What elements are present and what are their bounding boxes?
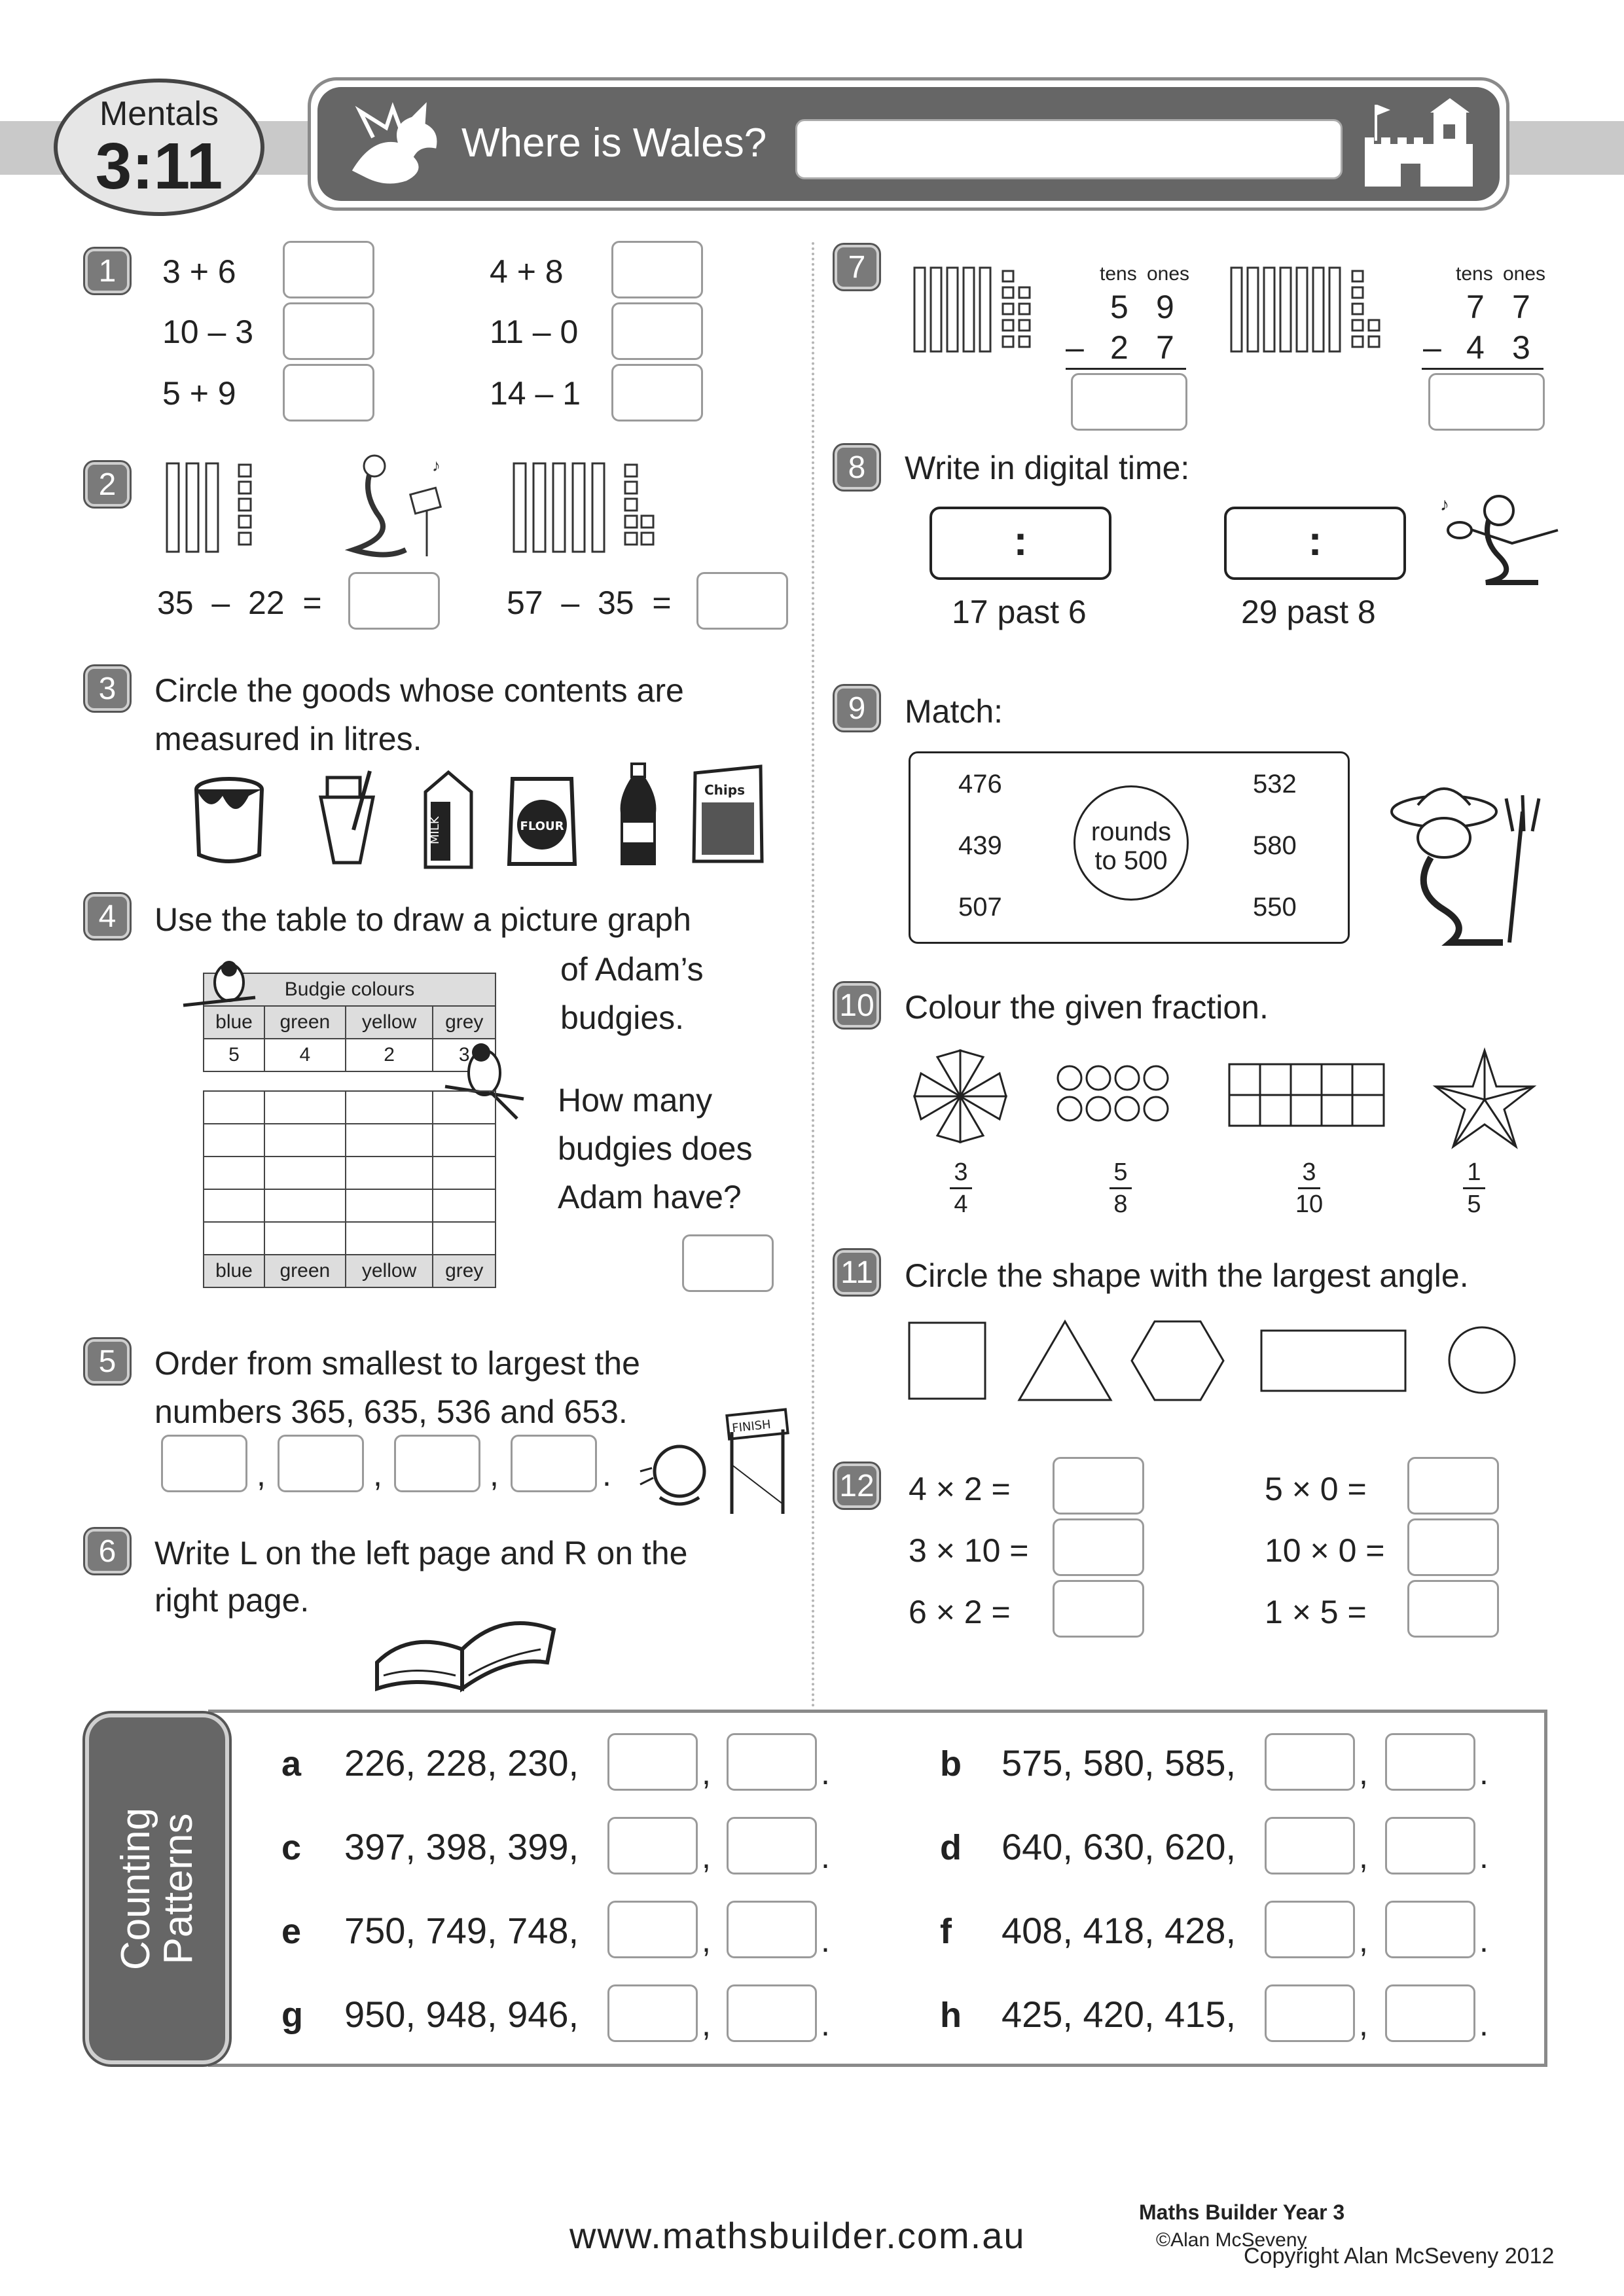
digital-clock-2[interactable] — [1224, 507, 1406, 580]
q2-answer-box-2[interactable] — [696, 572, 788, 630]
q2-answer-box-1[interactable] — [348, 572, 440, 630]
question-number-1: 1 — [85, 249, 130, 293]
q12-item-6: 1 × 5 = — [1265, 1594, 1367, 1630]
pattern-d-box-1[interactable] — [1265, 1817, 1355, 1874]
pattern-h-box-1[interactable] — [1265, 1984, 1355, 2042]
dragon-icon — [347, 98, 445, 190]
pattern-g-box-1[interactable] — [607, 1984, 698, 2042]
svg-text:Chips: Chips — [704, 782, 745, 798]
running-worm-finish-icon — [634, 1406, 791, 1517]
pattern-letter-g: g — [281, 1996, 303, 2035]
octagon-divided-shape[interactable] — [911, 1047, 1009, 1145]
square-shape[interactable] — [907, 1321, 988, 1402]
fraction-3-4: 3 4 — [935, 1160, 987, 1217]
match-left-1[interactable]: 476 — [958, 770, 1002, 798]
pattern-sequence-f: 408, 418, 428, — [1001, 1910, 1236, 1951]
pattern-e-box-2[interactable] — [727, 1901, 817, 1958]
q3-text-line-1: Circle the goods whose contents are — [154, 672, 684, 709]
q7-sum2-bottom-tens: 4 — [1466, 329, 1485, 366]
q6-text-line-2: right page. — [154, 1582, 310, 1619]
q11-text: Circle the shape with the largest angle. — [905, 1257, 1469, 1294]
pattern-b-box-1[interactable] — [1265, 1733, 1355, 1791]
q7-sum1-bottom-tens: 2 — [1110, 329, 1128, 366]
triangle-shape[interactable] — [1017, 1319, 1113, 1402]
base-ten-blocks-1-icon — [164, 458, 268, 556]
pattern-c-box-1[interactable] — [607, 1817, 698, 1874]
q1-answer-box-6[interactable] — [611, 364, 703, 422]
q7-sum2-top-tens: 7 — [1466, 289, 1485, 325]
question-number-7: 7 — [835, 245, 879, 289]
base-ten-blocks-59-icon — [911, 264, 1055, 356]
fraction-3-10: 3 10 — [1295, 1158, 1324, 1218]
q7-sum2-bottom-ones: 3 — [1512, 329, 1530, 366]
worm-trombone-icon — [1440, 484, 1571, 589]
pattern-sequence-d: 640, 630, 620, — [1001, 1826, 1236, 1867]
q12-item-2: 3 × 10 = — [909, 1532, 1029, 1569]
q2-expression-1: 35 – 22 = — [157, 584, 322, 621]
footer-book-title: Maths Builder Year 3 — [1139, 2200, 1345, 2224]
picture-graph-grid — [203, 1090, 496, 1288]
budgie-count-blue: 5 — [204, 1039, 264, 1071]
pattern-letter-h: h — [940, 1996, 962, 2035]
pattern-sequence-e: 750, 749, 748, — [344, 1910, 579, 1951]
pattern-a-box-2[interactable] — [727, 1733, 817, 1791]
q5-text-line-2: numbers 365, 635, 536 and 653. — [154, 1393, 628, 1430]
q6-text-line-1: Write L on the left page and R on the — [154, 1535, 688, 1571]
column-divider — [812, 242, 814, 1708]
rectangle-shape[interactable] — [1259, 1329, 1407, 1394]
q4-question-line-3: Adam have? — [558, 1179, 742, 1215]
pattern-sequence-h: 425, 420, 415, — [1001, 1994, 1236, 2035]
q12-item-3: 6 × 2 = — [909, 1594, 1011, 1630]
q12-item-1: 4 × 2 = — [909, 1471, 1011, 1507]
q12-answer-box-4[interactable] — [1407, 1457, 1499, 1515]
soft-drink-bottle-icon[interactable] — [615, 761, 661, 872]
pattern-f-box-2[interactable] — [1385, 1901, 1475, 1958]
q7-sum1-bottom-ones: 7 — [1156, 329, 1174, 366]
flour-bag-icon[interactable] — [503, 766, 581, 870]
rounds-label-line-1: rounds — [1091, 817, 1172, 846]
q5-answer-box-2[interactable] — [278, 1435, 364, 1492]
question-number-2: 2 — [85, 462, 130, 507]
question-number-3: 3 — [85, 666, 130, 711]
q1-item-1: 3 + 6 — [162, 253, 236, 290]
q9-text: Match: — [905, 693, 1003, 730]
budgie-colour-blue: blue — [204, 1006, 264, 1039]
graph-label-yellow: yellow — [346, 1255, 433, 1287]
q10-text: Colour the given fraction. — [905, 989, 1269, 1026]
q8-text: Write in digital time: — [905, 450, 1190, 486]
q2-expression-2: 57 – 35 = — [507, 584, 672, 621]
counting-label-line-1: Counting — [113, 1807, 158, 1971]
eight-circles-shape[interactable] — [1055, 1062, 1180, 1127]
budgie-bird-icon — [183, 960, 255, 1018]
rounds-label-line-2: to 500 — [1094, 846, 1168, 875]
mentals-number: 3:11 — [95, 130, 223, 203]
pattern-letter-c: c — [281, 1828, 302, 1867]
q1-item-3: 5 + 9 — [162, 375, 236, 412]
question-number-9: 9 — [835, 686, 879, 730]
q1-answer-box-3[interactable] — [283, 364, 374, 422]
digital-clock-1[interactable] — [929, 507, 1111, 580]
footer-copyright: Copyright Alan McSeveny 2012 — [1244, 2244, 1555, 2269]
budgie-count-green: 4 — [264, 1039, 346, 1071]
pattern-letter-f: f — [940, 1912, 952, 1951]
circle-shape[interactable] — [1447, 1325, 1517, 1395]
svg-text:MILK: MILK — [428, 816, 442, 844]
mentals-label: Mentals — [99, 95, 219, 133]
q5-text-line-1: Order from smallest to largest the — [154, 1345, 640, 1382]
question-number-12: 12 — [835, 1463, 879, 1508]
q7-sum1-top-ones: 9 — [1156, 289, 1174, 325]
page-title: Where is Wales? — [461, 120, 767, 166]
q1-answer-box-4[interactable] — [611, 241, 703, 298]
q7-tens-label-1: tens — [1100, 263, 1137, 285]
q8-time-1: 17 past 6 — [952, 594, 1087, 630]
clock-1-colon: : — [1013, 517, 1028, 564]
svg-text:♪: ♪ — [1440, 494, 1449, 514]
name-field[interactable] — [795, 119, 1343, 179]
budgie-count-grey: 3 — [433, 1039, 496, 1071]
pattern-sequence-c: 397, 398, 399, — [344, 1826, 579, 1867]
pattern-sequence-a: 226, 228, 230, — [344, 1742, 579, 1784]
q4-question-line-1: How many — [558, 1082, 713, 1119]
q12-answer-box-3[interactable] — [1053, 1580, 1144, 1638]
budgie-table-title: Budgie colours — [204, 973, 496, 1006]
hexagon-shape[interactable] — [1130, 1319, 1225, 1402]
graph-label-grey: grey — [433, 1255, 496, 1287]
budgie-colour-yellow: yellow — [346, 1006, 433, 1039]
question-number-4: 4 — [85, 894, 130, 939]
q1-item-5: 11 – 0 — [490, 314, 579, 350]
graph-label-blue: blue — [204, 1255, 264, 1287]
pattern-letter-d: d — [940, 1828, 962, 1867]
mentals-badge — [54, 79, 264, 216]
match-left-2[interactable]: 439 — [958, 831, 1002, 860]
juice-glass-icon[interactable] — [314, 764, 393, 869]
svg-text:FLOUR: FLOUR — [520, 819, 564, 833]
header-band-right — [1506, 121, 1624, 175]
match-right-3[interactable]: 550 — [1253, 893, 1297, 922]
q5-answer-box-4[interactable] — [511, 1435, 597, 1492]
q7-answer-box-1[interactable] — [1071, 373, 1187, 431]
budgie-colour-green: green — [264, 1006, 346, 1039]
chips-packet-icon[interactable] — [689, 763, 767, 868]
ten-rectangles-shape[interactable] — [1228, 1063, 1388, 1128]
fraction-1-5: 1 5 — [1448, 1160, 1500, 1217]
base-ten-blocks-2-icon — [511, 458, 668, 556]
graph-label-green: green — [264, 1255, 346, 1287]
q7-sum2-top-ones: 7 — [1512, 289, 1530, 325]
paint-tin-icon[interactable] — [190, 770, 268, 868]
question-number-11: 11 — [835, 1250, 879, 1295]
open-book-icon — [364, 1584, 560, 1695]
worm-farmer-icon — [1372, 766, 1562, 949]
q1-item-4: 4 + 8 — [490, 253, 564, 290]
q12-item-5: 10 × 0 = — [1265, 1532, 1385, 1569]
castle-icon — [1362, 98, 1476, 190]
svg-text:♪: ♪ — [432, 456, 441, 475]
question-number-5: 5 — [85, 1339, 130, 1384]
q1-item-6: 14 – 1 — [490, 375, 581, 412]
budgie-count-yellow: 2 — [346, 1039, 433, 1071]
q7-sum2-minus: – — [1423, 329, 1441, 366]
q4-text-line-2: of Adam’s — [560, 951, 704, 988]
q4-question-line-2: budgies does — [558, 1130, 753, 1167]
pattern-letter-b: b — [940, 1744, 962, 1784]
match-left-3[interactable]: 507 — [958, 893, 1002, 922]
q3-text-line-2: measured in litres. — [154, 721, 422, 757]
pattern-e-box-1[interactable] — [607, 1901, 698, 1958]
q5-answer-box-1[interactable] — [161, 1435, 247, 1492]
fraction-5-8: 5 8 — [1094, 1160, 1147, 1217]
q7-ones-label-2: ones — [1503, 263, 1546, 285]
q8-time-2: 29 past 8 — [1241, 594, 1376, 630]
q7-ones-label-1: ones — [1147, 263, 1190, 285]
pattern-h-box-2[interactable] — [1385, 1984, 1475, 2042]
budgie-colour-grey: grey — [433, 1006, 496, 1039]
svg-text:FINISH: FINISH — [731, 1418, 772, 1436]
q12-answer-box-5[interactable] — [1407, 1518, 1499, 1576]
pattern-sequence-g: 950, 948, 946, — [344, 1994, 579, 2035]
base-ten-blocks-77-icon — [1228, 264, 1411, 356]
q7-tens-label-2: tens — [1456, 263, 1493, 285]
pattern-c-box-2[interactable] — [727, 1817, 817, 1874]
pattern-b-box-2[interactable] — [1385, 1733, 1475, 1791]
counting-patterns-tab — [85, 1713, 229, 2064]
star-shape[interactable] — [1432, 1047, 1537, 1152]
q7-sum1-minus: – — [1066, 329, 1084, 366]
milk-carton-icon[interactable] — [419, 766, 478, 870]
question-number-6: 6 — [85, 1529, 130, 1573]
counting-label-line-2: Patterns — [156, 1813, 201, 1965]
match-right-1[interactable]: 532 — [1253, 770, 1297, 798]
pattern-sequence-b: 575, 580, 585, — [1001, 1742, 1236, 1784]
pattern-letter-a: a — [281, 1744, 302, 1784]
pattern-f-box-1[interactable] — [1265, 1901, 1355, 1958]
pattern-letter-e: e — [281, 1912, 302, 1951]
clock-2-colon: : — [1308, 517, 1322, 564]
q12-answer-box-1[interactable] — [1053, 1457, 1144, 1515]
question-number-10: 10 — [835, 983, 879, 1028]
question-number-8: 8 — [835, 445, 879, 490]
pattern-d-box-2[interactable] — [1385, 1817, 1475, 1874]
q1-answer-box-5[interactable] — [611, 302, 703, 360]
footer-url[interactable]: www.mathsbuilder.com.au — [569, 2215, 1026, 2256]
worm-musician-icon — [334, 452, 458, 563]
pattern-g-box-2[interactable] — [727, 1984, 817, 2042]
q12-answer-box-2[interactable] — [1053, 1518, 1144, 1576]
q7-answer-box-2[interactable] — [1428, 373, 1545, 431]
q4-text-line-1: Use the table to draw a picture graph — [154, 901, 691, 938]
q5-answer-box-3[interactable] — [394, 1435, 480, 1492]
q12-item-4: 5 × 0 = — [1265, 1471, 1367, 1507]
q1-item-2: 10 – 3 — [162, 314, 254, 350]
q1-answer-box-1[interactable] — [283, 241, 374, 298]
match-right-2[interactable]: 580 — [1253, 831, 1297, 860]
q4-answer-box[interactable] — [682, 1234, 774, 1292]
q12-answer-box-6[interactable] — [1407, 1580, 1499, 1638]
footer-author: ©Alan McSeveny — [1156, 2229, 1307, 2251]
q7-sum1-top-tens: 5 — [1110, 289, 1128, 325]
rounds-to-500-circle[interactable] — [1074, 785, 1189, 901]
q4-text-line-3: budgies. — [560, 999, 685, 1036]
q1-answer-box-2[interactable] — [283, 302, 374, 360]
pattern-a-box-1[interactable] — [607, 1733, 698, 1791]
